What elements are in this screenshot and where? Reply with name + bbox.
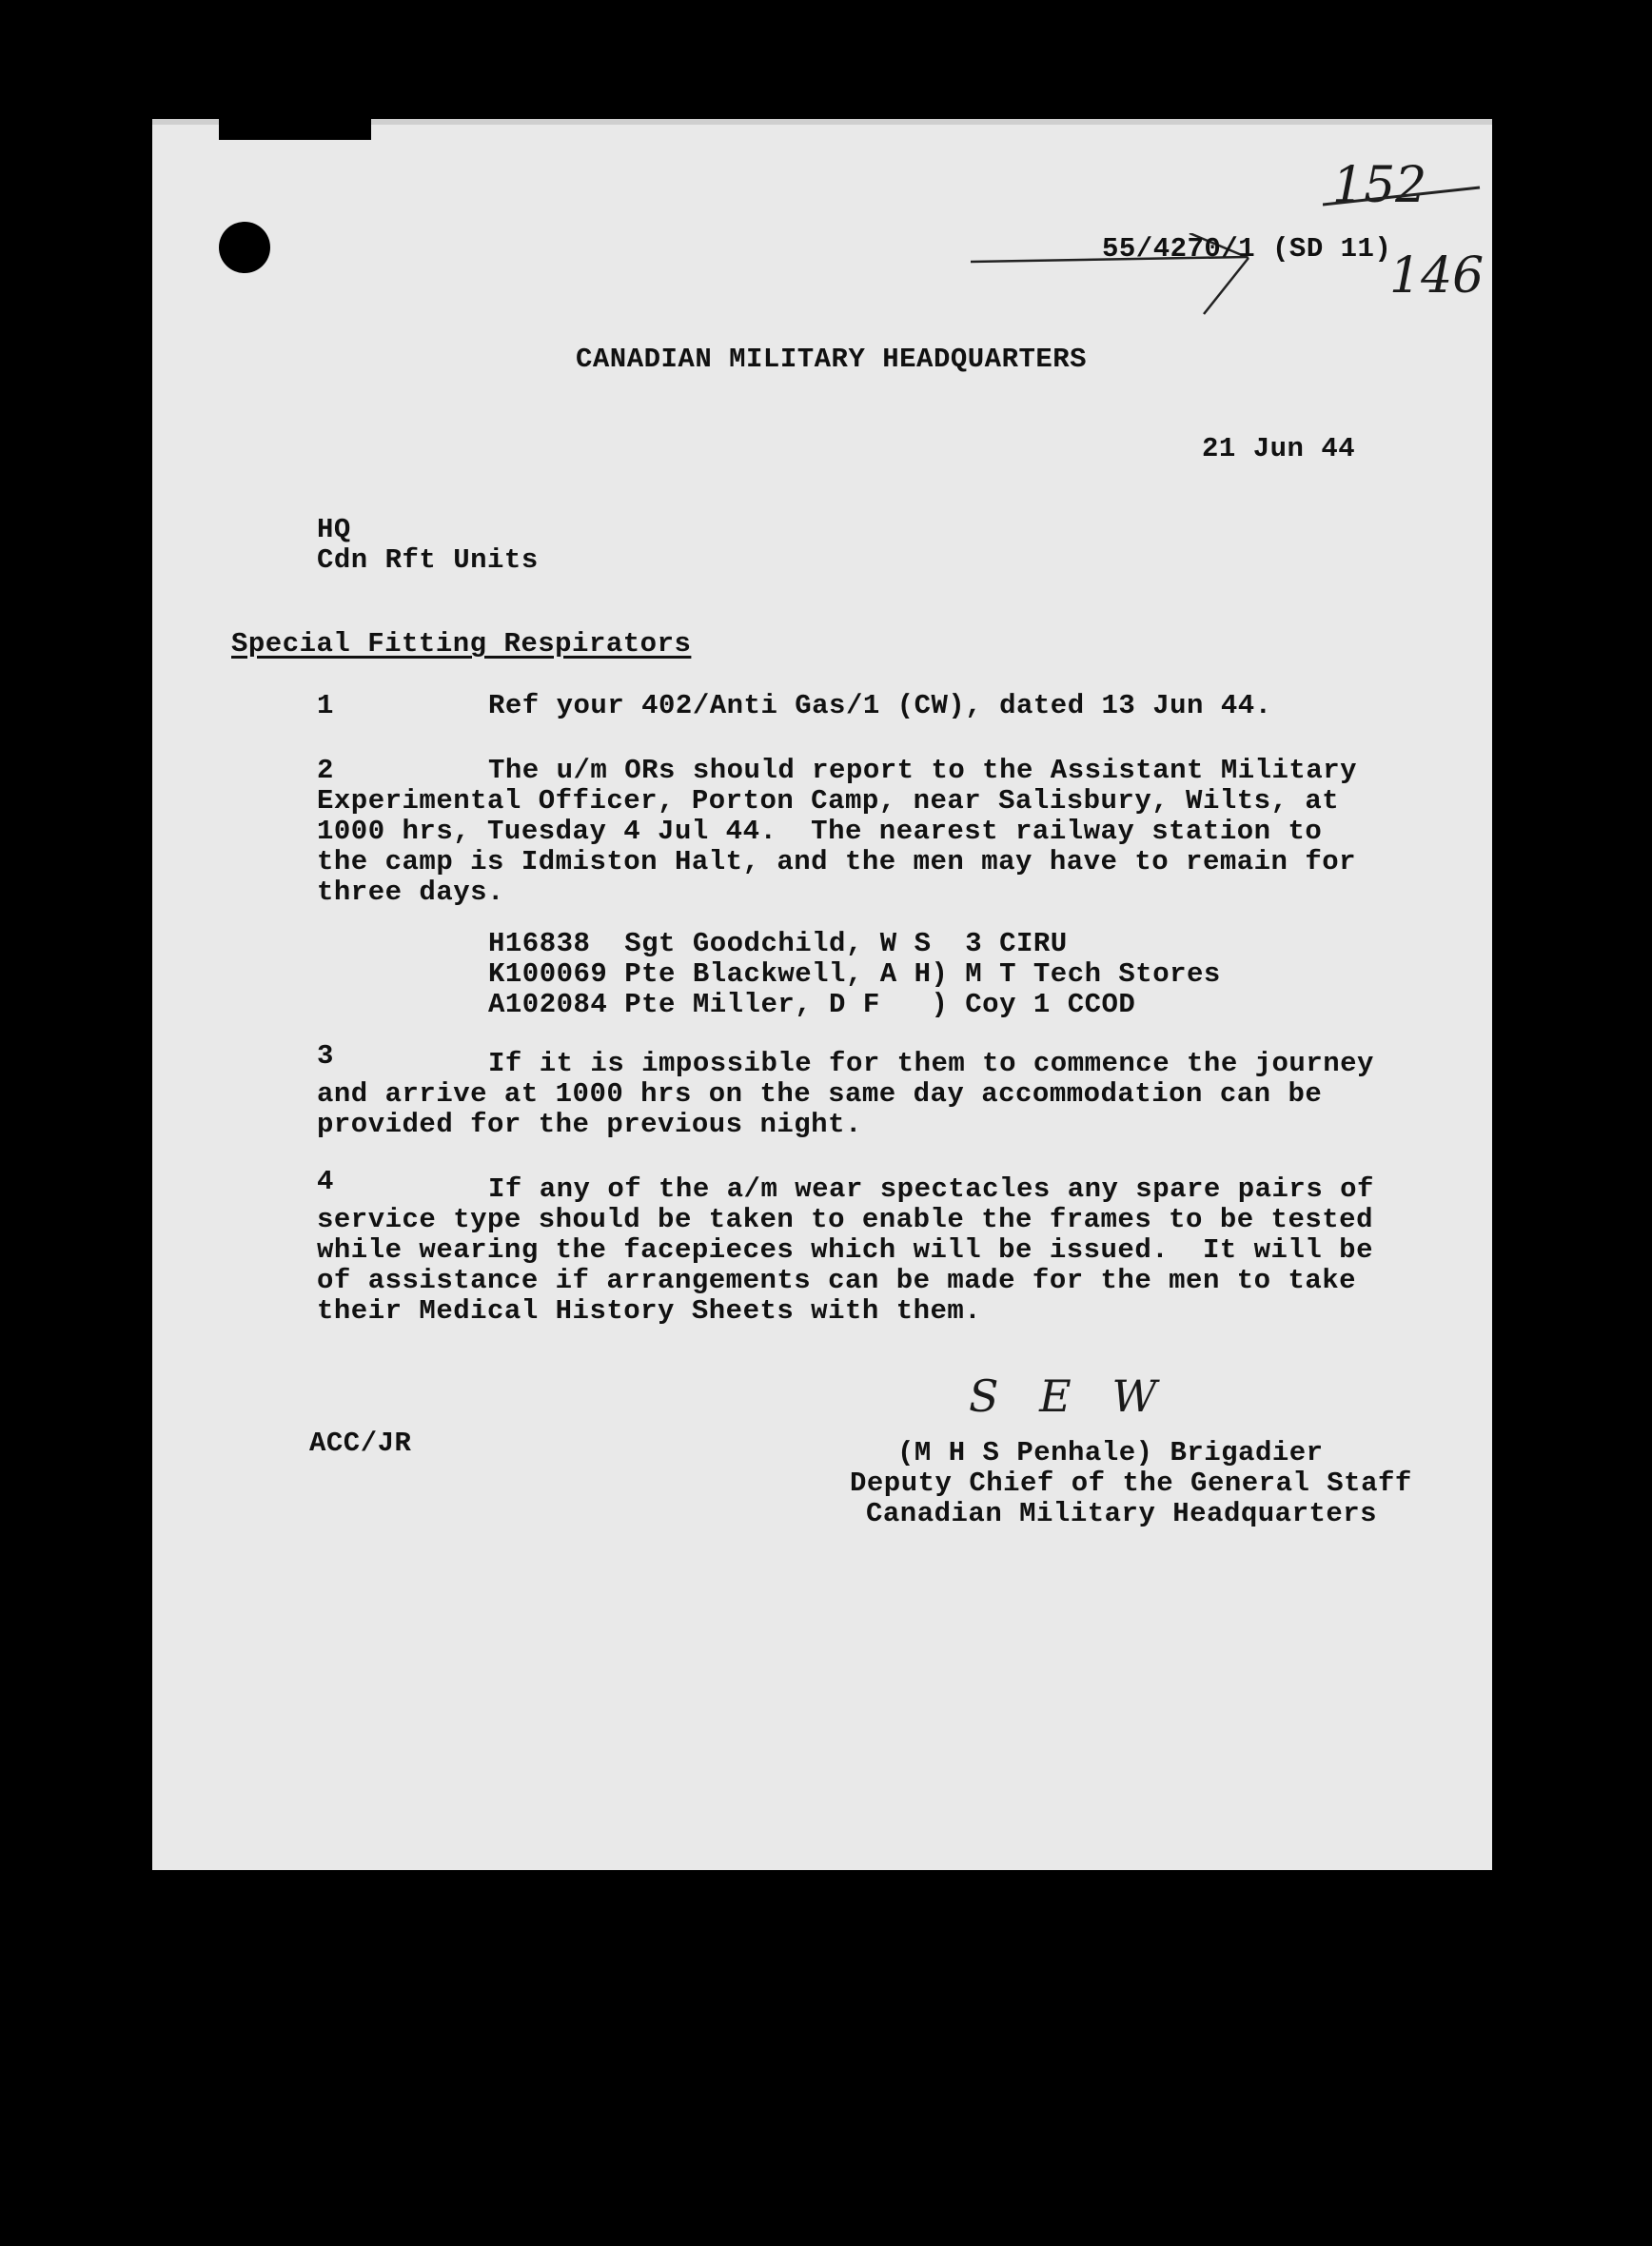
signatory-organization: Canadian Military Headquarters — [866, 1498, 1378, 1529]
paragraph-line: three days. — [317, 877, 504, 908]
paragraph-line: the camp is Idmiston Halt, and the men may have to remain for — [317, 846, 1357, 877]
addressee-line-1: HQ — [317, 514, 351, 545]
paragraph-line: If it is impossible for them to commence the journey — [488, 1048, 1374, 1079]
paragraph-number: 1 — [317, 690, 334, 721]
paragraph-number: 3 — [317, 1040, 334, 1072]
paragraph-number: 2 — [317, 755, 334, 786]
paragraph-line: of assistance if arrangements can be made for the men to take — [317, 1265, 1357, 1296]
initials-reference: ACC/JR — [309, 1428, 412, 1459]
handwritten-folio: 146 — [1389, 247, 1485, 305]
personnel-entry: K100069 Pte Blackwell, A H) M T Tech Stores — [488, 958, 1221, 990]
paragraph-number: 4 — [317, 1166, 334, 1197]
punch-hole — [219, 222, 270, 273]
strike-through-mark — [1323, 176, 1485, 214]
paragraph-line: Experimental Officer, Porton Camp, near Salisbury, Wilts, at — [317, 785, 1340, 817]
paragraph-line: and arrive at 1000 hrs on the same day accommodation can be — [317, 1078, 1323, 1110]
scan-mark — [219, 119, 371, 140]
paragraph-line: provided for the previous night. — [317, 1109, 862, 1140]
paragraph-line: Ref your 402/Anti Gas/1 (CW), dated 13 Jun 44. — [488, 690, 1272, 721]
addressee-line-2: Cdn Rft Units — [317, 544, 539, 576]
reference-number: 55/4270/1 (SD 11) — [1102, 233, 1392, 265]
paragraph-line: service type should be taken to enable the frames to be tested — [317, 1204, 1373, 1235]
paragraph-line: their Medical History Sheets with them. — [317, 1295, 982, 1327]
handwritten-signature: S E W — [969, 1370, 1170, 1422]
paragraph-line: while wearing the facepieces which will be issued. It will be — [317, 1234, 1373, 1266]
signatory-name: (M H S Penhale) Brigadier — [897, 1437, 1324, 1468]
document-heading: CANADIAN MILITARY HEADQUARTERS — [576, 344, 1088, 375]
paragraph-line: The u/m ORs should report to the Assistant Military — [488, 755, 1358, 786]
handwritten-folio-struck: 152 — [1332, 157, 1427, 214]
personnel-entry: H16838 Sgt Goodchild, W S 3 CIRU — [488, 928, 1068, 959]
signatory-title: Deputy Chief of the General Staff — [850, 1468, 1412, 1499]
subject-line: Special Fitting Respirators — [231, 628, 692, 660]
document-page — [152, 119, 1492, 1870]
paragraph-line: 1000 hrs, Tuesday 4 Jul 44. The nearest railway station to — [317, 816, 1323, 847]
personnel-entry: A102084 Pte Miller, D F ) Coy 1 CCOD — [488, 989, 1136, 1020]
paragraph-line: If any of the a/m wear spectacles any spare pairs of — [488, 1173, 1374, 1205]
document-date: 21 Jun 44 — [1202, 433, 1356, 464]
